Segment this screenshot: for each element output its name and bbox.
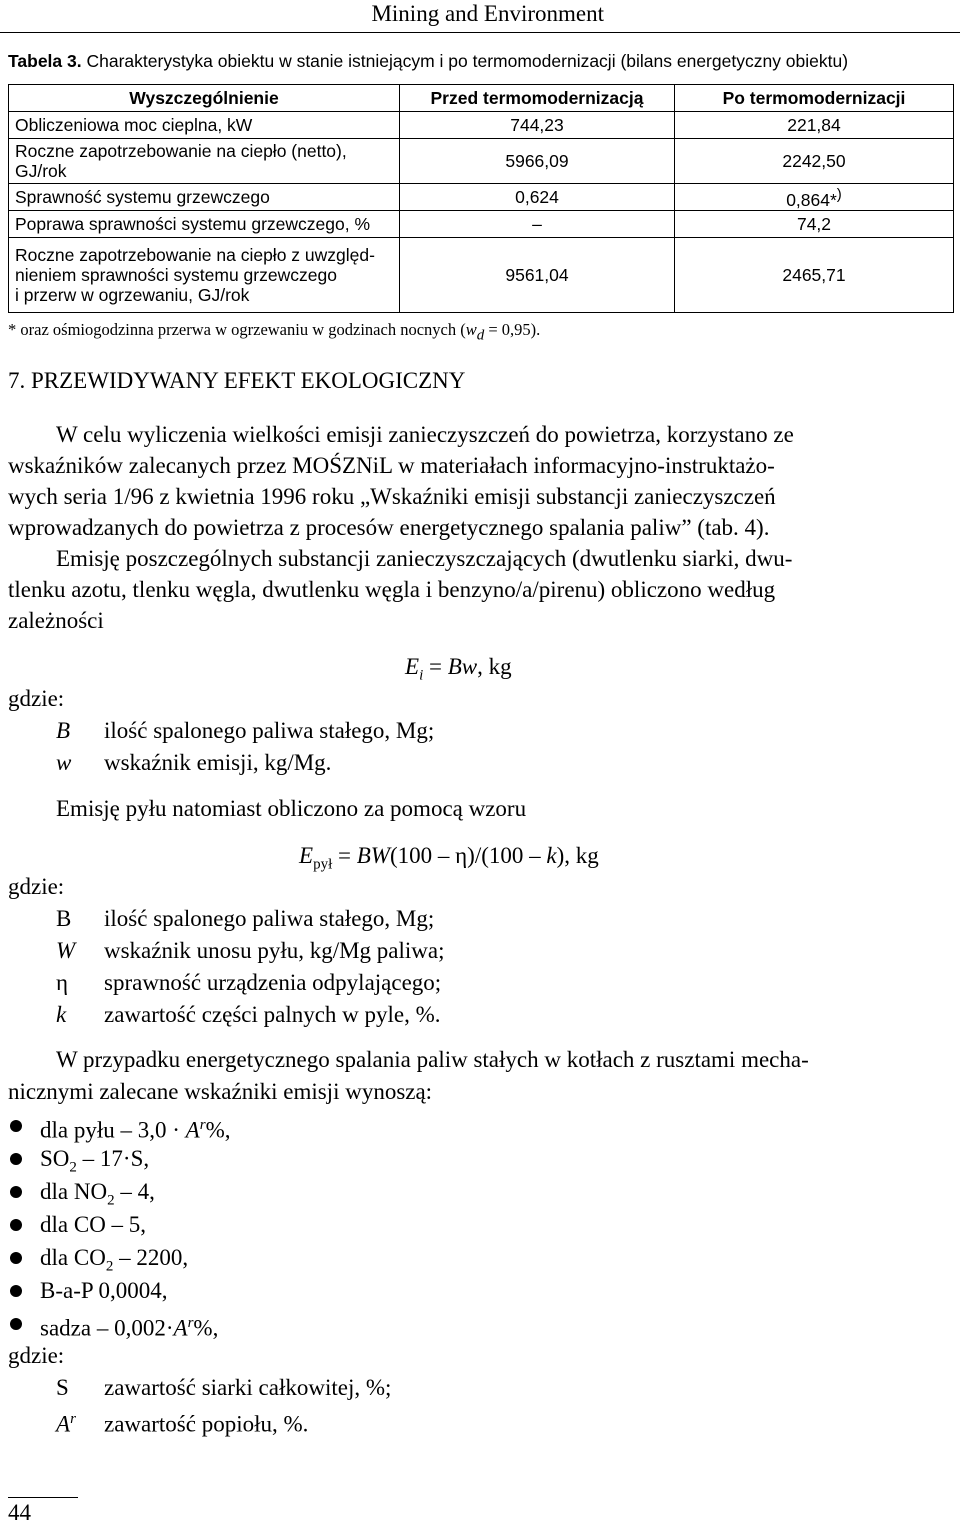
definition-line xyxy=(56,967,441,998)
table-row xyxy=(9,184,954,211)
value-after: 2242,50 xyxy=(675,139,954,184)
table-caption-text: Charakterystyka obiektu w stanie istniejącym i po termomodernizacji (bilans energetyczny obiektu) xyxy=(86,51,849,71)
energy-balance-table xyxy=(8,84,954,313)
value-before: 744,23 xyxy=(400,112,675,139)
paragraph-line: wprowadzanych do powietrza z procesów energetycznego spalania paliw” (tab. 4). xyxy=(8,515,770,540)
definition-line xyxy=(56,747,331,778)
row-label-line: nieniem sprawności systemu grzewczego xyxy=(15,265,337,285)
row-label-line: GJ/rok xyxy=(15,161,67,181)
value-before: 9561,04 xyxy=(400,238,675,313)
column-header: Przed termomodernizacją xyxy=(400,85,675,112)
table-footnote: * oraz ośmiogodzinna przerwa w ogrzewaniu w godzinach nocnych $(w_d = 0,95)$. xyxy=(8,320,541,344)
definition-line xyxy=(56,1404,308,1440)
value-after-text: 0,864* xyxy=(786,189,837,210)
definition-text: zawartość siarki całkowitej, %; xyxy=(104,1375,392,1400)
footnote-marker: ) xyxy=(836,185,842,203)
paragraph-line: wskaźników zalecanych przez MOŚZNiL w materiałach informacyjno-instruktażo- xyxy=(8,453,775,478)
footer-rule xyxy=(8,1497,78,1498)
table-caption xyxy=(8,51,848,72)
definition-line xyxy=(56,935,445,966)
row-label: Poprawa sprawności systemu grzewczego, % xyxy=(9,211,400,238)
symbol: $A^r$ xyxy=(56,1411,76,1437)
column-header: Po termomodernizacji xyxy=(675,85,954,112)
definition-line xyxy=(56,1372,391,1403)
paragraph-line: zależności xyxy=(8,608,104,633)
value-before: – xyxy=(400,211,675,238)
row-label: Obliczeniowa moc cieplna, kW xyxy=(9,112,400,139)
emission-formula: $E_i = Bw$, kg xyxy=(405,654,512,684)
definition-text: ilość spalonego paliwa stałego, Mg; xyxy=(104,906,435,931)
table-row xyxy=(9,112,954,139)
bullet-icon xyxy=(10,1318,22,1330)
bullet-icon xyxy=(10,1186,22,1198)
paragraph-line: Emisję pyłu natomiast obliczono za pomocą wzoru xyxy=(56,796,527,821)
section-heading: 7. PRZEWIDYWANY EFEKT EKOLOGICZNY xyxy=(8,368,466,393)
definition-line xyxy=(56,999,441,1030)
paragraph-line: wych seria 1/96 z kwietnia 1996 roku „Wskaźniki emisji substancji zanieczyszczeń xyxy=(8,484,776,509)
paragraph-line: nicznymi zalecane wskaźniki emisji wynoszą: xyxy=(8,1079,433,1104)
value-after: 221,84 xyxy=(675,112,954,139)
symbol: η xyxy=(56,970,69,995)
definition-text: zawartość popiołu, %. xyxy=(104,1411,309,1437)
where-label: gdzie: xyxy=(8,874,65,899)
value-after: 74,2 xyxy=(675,211,954,238)
dust-emission-formula: $E_{pył} = BW(100 - \eta)/(100 - k)$, kg xyxy=(299,843,599,873)
symbol: S xyxy=(56,1375,69,1400)
running-head xyxy=(0,0,960,33)
bullet-icon xyxy=(10,1285,22,1297)
definition-text: ilość spalonego paliwa stałego, Mg; xyxy=(104,718,435,743)
row-label-line: i przerw w ogrzewaniu, GJ/rok xyxy=(15,285,250,305)
symbol: B xyxy=(56,906,72,931)
column-header: Wyszczególnienie xyxy=(9,85,400,112)
row-label-line: Roczne zapotrzebowanie na ciepło (netto), xyxy=(15,141,347,161)
definition-line xyxy=(56,903,434,934)
table-row xyxy=(9,238,954,313)
row-label xyxy=(9,139,400,184)
definition-line xyxy=(56,715,434,746)
definition-text: wskaźnik unosu pyłu, kg/Mg paliwa; xyxy=(104,938,445,963)
row-label xyxy=(9,238,400,313)
value-after: 2465,71 xyxy=(675,238,954,313)
table-header-row xyxy=(9,85,954,112)
where-label: gdzie: xyxy=(8,1343,65,1368)
symbol: w xyxy=(56,750,72,775)
bullet-icon xyxy=(10,1120,22,1132)
table-row xyxy=(9,139,954,184)
row-label: Sprawność systemu grzewczego xyxy=(9,184,400,211)
bullet-icon xyxy=(10,1252,22,1264)
definition-text: zawartość części palnych w pyle, %. xyxy=(104,1002,441,1027)
table-label: Tabela 3. xyxy=(8,51,82,71)
value-after xyxy=(675,184,954,211)
where-label: gdzie: xyxy=(8,686,65,711)
paragraph-line: tlenku azotu, tlenku węgla, dwutlenku węgla i benzyno/a/pirenu) obliczono według xyxy=(8,577,776,602)
symbol: k xyxy=(56,1002,67,1027)
bullet-icon xyxy=(10,1153,22,1165)
table-row xyxy=(9,211,954,238)
paragraph-line: Emisję poszczególnych substancji zanieczyszczających (dwutlenku siarki, dwu- xyxy=(56,546,793,571)
value-before: 5966,09 xyxy=(400,139,675,184)
value-before: 0,624 xyxy=(400,184,675,211)
row-label-line: Roczne zapotrzebowanie na ciepło z uwzględ- xyxy=(15,245,375,265)
paragraph-line: W celu wyliczenia wielkości emisji zanieczyszczeń do powietrza, korzystano ze xyxy=(56,422,794,447)
bullet-icon xyxy=(10,1219,22,1231)
definition-text: sprawność urządzenia odpylającego; xyxy=(104,970,442,995)
paragraph-line: W przypadku energetycznego spalania paliw stałych w kotłach z rusztami mecha- xyxy=(56,1047,809,1072)
page-number: 44 xyxy=(8,1500,31,1525)
symbol: W xyxy=(56,938,76,963)
journal-title: Mining and Environment xyxy=(371,1,604,26)
symbol: B xyxy=(56,718,71,743)
definition-text: wskaźnik emisji, kg/Mg. xyxy=(104,750,332,775)
